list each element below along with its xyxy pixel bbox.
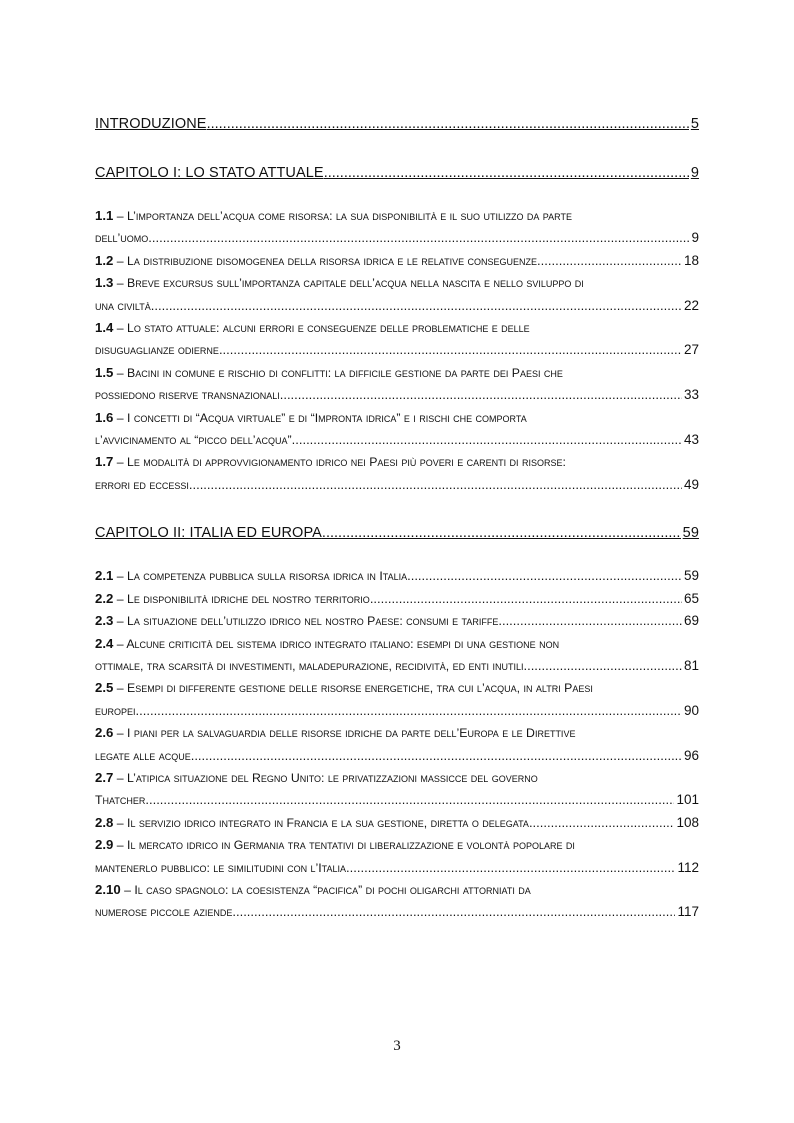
entry-page-number: 49 <box>683 476 699 492</box>
entry-title: – La distribuzione disomogenea della risorsa idrica e le relative conseguenze <box>116 253 538 268</box>
toc-chapter[interactable] <box>95 113 699 135</box>
entry-page-number: 90 <box>683 702 699 718</box>
toc-entry[interactable] <box>95 250 699 272</box>
dot-leader <box>191 745 682 766</box>
entry-number: 1.6 <box>95 409 114 425</box>
entry-title: dell’uomo <box>95 231 149 246</box>
entry-title-line <box>95 407 699 429</box>
entry-title: – La situazione dell’utilizzo idrico nel nostro Paese: consumi e tariffe <box>116 614 499 629</box>
entry-number: 1.3 <box>95 275 114 291</box>
toc-entry[interactable] <box>95 317 699 362</box>
entry-title-line <box>95 362 699 384</box>
entry-title-last-line <box>95 701 136 722</box>
dot-leader <box>529 812 675 833</box>
toc-entry[interactable] <box>95 633 699 678</box>
entry-number: 2.6 <box>95 725 114 741</box>
dot-leader <box>151 295 682 316</box>
chapter-title: CAPITOLO I: LO STATO ATTUALE <box>95 165 324 181</box>
entry-title: – I piani per la salvaguardia delle risorse idriche da parte dell’Europa e le Direttive <box>116 726 576 741</box>
entry-title: l’avvicinamento al “picco dell’acqua” <box>95 433 292 448</box>
entry-title: – Le modalità di approvvigionamento idrico nei Paesi più poveri e carenti di risorse: <box>116 455 566 470</box>
entry-title-last-line <box>95 228 148 249</box>
entry-title: – Le disponibilità idriche del nostro territorio <box>116 591 370 606</box>
entry-page-number: 96 <box>683 747 699 763</box>
dot-leader <box>324 162 689 184</box>
dot-leader <box>537 250 682 271</box>
entry-title-last-line <box>95 340 219 361</box>
entry-number: 1.5 <box>95 364 114 380</box>
entry-title: legate alle acque <box>95 748 191 763</box>
entry-page-number: 33 <box>683 387 699 403</box>
entry-title: – Il mercato idrico in Germania tra tentativi di liberalizzazione e volontà popolare di <box>116 838 575 853</box>
entry-title-last-line <box>95 746 191 767</box>
entry-title: possiedono riserve transnazionali <box>95 388 280 403</box>
toc-entry[interactable] <box>95 565 699 587</box>
entry-title-line <box>95 879 699 901</box>
entry-page-number: 65 <box>683 590 699 606</box>
toc-entry[interactable] <box>95 362 699 407</box>
chapter-page-number: 59 <box>682 525 699 542</box>
entry-title-last-line <box>95 656 523 677</box>
toc-entry[interactable] <box>95 677 699 722</box>
entry-number: 1.7 <box>95 454 114 470</box>
entry-title-line <box>95 677 699 699</box>
entry-page-number: 59 <box>683 568 699 584</box>
toc-entry[interactable] <box>95 834 699 879</box>
entry-title: – I concetti di “Acqua virtuale” e di “Impronta idrica” e i rischi che comporta <box>116 410 527 425</box>
dot-leader <box>219 339 682 360</box>
entry-title-line <box>95 205 699 227</box>
entry-title: una civiltà <box>95 298 151 313</box>
entry-title-last-line <box>95 588 370 610</box>
dot-leader <box>498 610 682 631</box>
entry-title-last-line <box>95 858 346 879</box>
entry-title-line <box>95 834 699 856</box>
entry-title: ottimale, tra scarsità di investimenti, maladepurazione, recidività, ed enti inutili <box>95 658 524 673</box>
dot-leader <box>207 113 689 135</box>
entry-number: 2.2 <box>95 590 114 606</box>
entry-page-number: 18 <box>683 252 699 268</box>
entry-title: – La competenza pubblica sulla risorsa idrica in Italia <box>116 569 408 584</box>
entry-number: 1.2 <box>95 252 114 268</box>
dot-leader <box>232 901 675 922</box>
dot-leader <box>322 522 681 544</box>
toc-entry[interactable] <box>95 879 699 924</box>
toc-entry[interactable] <box>95 205 699 250</box>
entry-title-line <box>95 451 699 473</box>
dot-leader <box>523 655 682 676</box>
dot-leader <box>189 474 682 495</box>
toc-entry[interactable] <box>95 407 699 452</box>
entry-title: Thatcher <box>95 793 146 808</box>
toc-entry[interactable] <box>95 588 699 610</box>
entry-number: 2.7 <box>95 769 114 785</box>
entry-number: 2.1 <box>95 568 114 584</box>
entry-title-line <box>95 722 699 744</box>
entry-title-last-line <box>95 565 407 587</box>
entry-page-number: 117 <box>677 904 699 920</box>
entry-number: 2.5 <box>95 680 114 696</box>
entry-title: numerose piccole aziende <box>95 905 233 920</box>
entry-number: 1.4 <box>95 320 114 336</box>
entry-title-line <box>95 272 699 294</box>
entry-title-last-line <box>95 475 189 496</box>
dot-leader <box>148 227 689 248</box>
entry-page-number: 108 <box>676 814 699 830</box>
entry-number: 2.9 <box>95 837 114 853</box>
entry-page-number: 43 <box>683 432 699 448</box>
dot-leader <box>370 588 682 609</box>
toc-entry[interactable] <box>95 812 699 834</box>
page-number: 3 <box>393 1038 401 1054</box>
entry-title-last-line <box>95 610 498 632</box>
entry-title-last-line <box>95 790 145 811</box>
entry-title: – Il servizio idrico integrato in Francia e la sua gestione, diretta o delegata <box>116 815 529 830</box>
toc-chapter[interactable] <box>95 522 699 544</box>
entry-title-last-line <box>95 902 232 923</box>
entry-title-last-line <box>95 250 537 272</box>
entry-title: – Lo stato attuale: alcuni errori e conseguenze delle problematiche e delle <box>116 321 530 336</box>
dot-leader <box>280 384 682 405</box>
entry-number: 2.10 <box>95 881 121 897</box>
toc-entry[interactable] <box>95 767 699 812</box>
toc-entry[interactable] <box>95 451 699 496</box>
entry-title-last-line <box>95 812 529 834</box>
dot-leader <box>145 789 674 810</box>
entry-title-line <box>95 633 699 655</box>
toc-entry[interactable] <box>95 610 699 632</box>
toc-chapter[interactable] <box>95 162 699 184</box>
entry-number: 2.8 <box>95 814 114 830</box>
entry-page-number: 9 <box>691 230 699 246</box>
entry-page-number: 112 <box>677 859 699 875</box>
table-of-contents <box>95 113 699 924</box>
entry-title: – L’importanza dell’acqua come risorsa: la sua disponibilità e il suo utilizzo da parte <box>116 209 572 223</box>
entry-page-number: 101 <box>676 792 699 808</box>
toc-entry[interactable] <box>95 722 699 767</box>
chapter-page-number: 5 <box>690 116 699 132</box>
toc-entry[interactable] <box>95 272 699 317</box>
entry-page-number: 22 <box>683 297 699 313</box>
entry-number: 2.3 <box>95 613 114 629</box>
entry-title: europei <box>95 703 136 718</box>
entry-number: 2.4 <box>95 635 114 651</box>
entry-title: – Il caso spagnolo: la coesistenza “pacifica” di pochi oligarchi attorniati da <box>124 882 531 897</box>
entry-page-number: 27 <box>683 342 699 358</box>
dot-leader <box>407 565 682 586</box>
dot-leader <box>346 857 675 878</box>
entry-page-number: 69 <box>683 613 699 629</box>
chapter-page-number: 9 <box>690 165 699 181</box>
entry-title-last-line <box>95 296 151 317</box>
entry-title: – Alcune criticità del sistema idrico integrato italiano: esempi di una gestione non <box>116 636 560 651</box>
dot-leader <box>136 700 682 721</box>
entry-title: – Bacini in comune e rischio di conflitti: la difficile gestione da parte dei Paesi che <box>116 365 563 380</box>
entry-title: – Esempi di differente gestione delle risorse energetiche, tra cui l’acqua, in altri Paesi <box>116 681 593 696</box>
entry-title-line <box>95 767 699 789</box>
entry-title: – Breve excursus sull’importanza capitale dell’acqua nella nascita e nello sviluppo di <box>116 276 584 291</box>
entry-title-last-line <box>95 430 292 451</box>
chapter-title: INTRODUZIONE <box>95 116 207 132</box>
entry-title-line <box>95 317 699 339</box>
entry-title: disuguaglianze odierne <box>95 343 219 358</box>
chapter-title: CAPITOLO II: ITALIA ED EUROPA <box>95 525 322 542</box>
entry-title: – L’atipica situazione del Regno Unito: le privatizzazioni massicce del governo <box>116 770 538 785</box>
entry-page-number: 81 <box>683 657 699 673</box>
entry-title-last-line <box>95 385 280 406</box>
entry-number: 1.1 <box>95 208 114 223</box>
entry-title: mantenerlo pubblico: le similitudini con l’Italia <box>95 860 347 875</box>
entry-title: errori ed eccessi <box>95 477 189 492</box>
dot-leader <box>292 429 682 450</box>
